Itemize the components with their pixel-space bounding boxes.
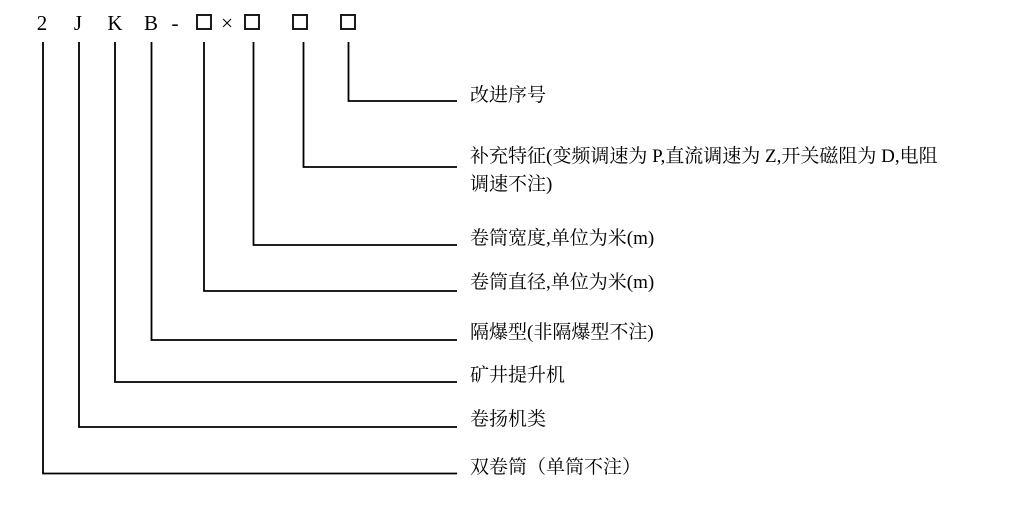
connector-line-winch-class	[79, 42, 457, 427]
connector-line-improvement-serial	[349, 42, 458, 101]
annotation-explosion-proof: 隔爆型(非隔爆型不注)	[470, 322, 654, 343]
code-char-j: J	[73, 11, 83, 35]
code-char-2: 2	[36, 11, 48, 35]
annotation-supplementary-feature-line1: 补充特征(变频调速为 P,直流调速为 Z,开关磁阻为 D,电阻	[470, 146, 938, 167]
connector-line-double-drum	[43, 42, 457, 474]
annotation-mine-hoist: 矿井提升机	[470, 365, 566, 386]
code-dash: -	[171, 11, 179, 35]
annotation-supplementary-feature-line2: 调速不注)	[470, 174, 553, 195]
annotation-improvement-serial: 改进序号	[470, 85, 547, 106]
annotation-drum-width: 卷筒宽度,单位为米(m)	[470, 228, 655, 249]
code-char-b: B	[143, 11, 159, 35]
annotation-double-drum: 双卷筒（单筒不注）	[470, 457, 642, 478]
connector-line-supplementary-feature	[304, 42, 458, 167]
annotation-drum-diameter: 卷筒直径,单位为米(m)	[470, 272, 655, 293]
code-times-sign: ×	[221, 11, 233, 35]
annotation-winch-class: 卷扬机类	[470, 409, 547, 430]
connector-line-mine-hoist	[115, 42, 457, 382]
code-char-k: K	[107, 11, 123, 35]
connector-line-drum-width	[254, 42, 458, 245]
